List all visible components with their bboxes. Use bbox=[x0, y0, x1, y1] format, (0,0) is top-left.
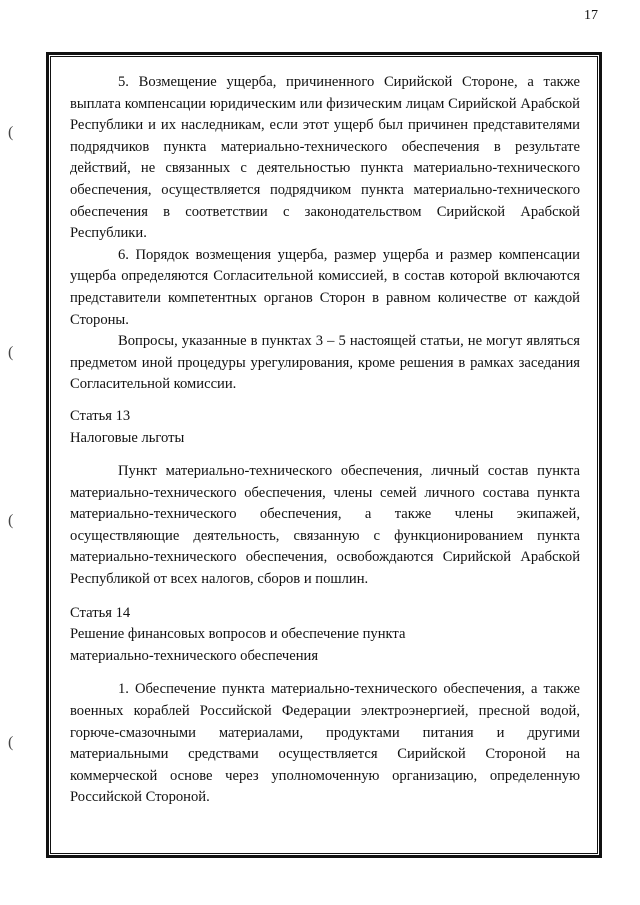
binding-mark: ( bbox=[8, 124, 14, 141]
paragraph-questions: Вопросы, указанные в пунктах 3 – 5 настоящей статьи, не могут являться предметом иной процедуры урегулирования, кроме решения в рамках заседания Согласительной комиссии. bbox=[70, 333, 580, 393]
article-13-title: Налоговые льготы bbox=[70, 429, 185, 446]
document-body bbox=[70, 72, 580, 809]
binding-mark: ( bbox=[8, 512, 14, 529]
binding-mark: ( bbox=[8, 734, 14, 751]
article-13-number: Статья 13 bbox=[70, 407, 131, 424]
article-14-title-line2: материально-технического обеспечения bbox=[70, 647, 319, 664]
binding-mark: ( bbox=[8, 344, 14, 361]
article-14-text: 1. Обеспечение пункта материально-технического обеспечения, а также военных кораблей Российской Федерации электроэнергией, пресной водой, горюче-смазочными материалами, продуктами питания и другими материальными средствами осуществляется Сирийской Стороной на коммерческой основе через уполномоченную организацию, определенную Российской Стороной. bbox=[70, 681, 580, 806]
article-13-text: Пункт материально-технического обеспечения, личный состав пункта материально-технического обеспечения, члены семей личного состава пункта материально-технического обеспечения, а также члены экипажей, осуществляющие деятельность, связанную с функционированием пункта материально-технического обеспечения, освобождаются Сирийской Арабской Республикой от всех налогов, сборов и пошлин. bbox=[70, 463, 580, 588]
paragraph-5: 5. Возмещение ущерба, причиненного Сирийской Стороне, а также выплата компенсации юридическим или физическим лицам Сирийской Арабской Республики и их наследникам, если этот ущерб был причинен представителями подрядчиков пункта материально-технического обеспечения в результате действий, не связанных с деятельностью пункта материально-технического обеспечения, осуществляется подрядчиком пункта материально-технического обеспечения в соответствии с законодательством Сирийской Арабской Республики. bbox=[70, 74, 580, 242]
article-14-number: Статья 14 bbox=[70, 604, 131, 621]
page-number: 17 bbox=[584, 8, 598, 23]
article-14-title-line1: Решение финансовых вопросов и обеспечение пункта bbox=[70, 626, 406, 643]
paragraph-6: 6. Порядок возмещения ущерба, размер ущерба и размер компенсации ущерба определяются Согласительной комиссией, в состав которой включаются представители компетентных органов Сторон в равном количестве от каждой Стороны. bbox=[70, 246, 580, 328]
